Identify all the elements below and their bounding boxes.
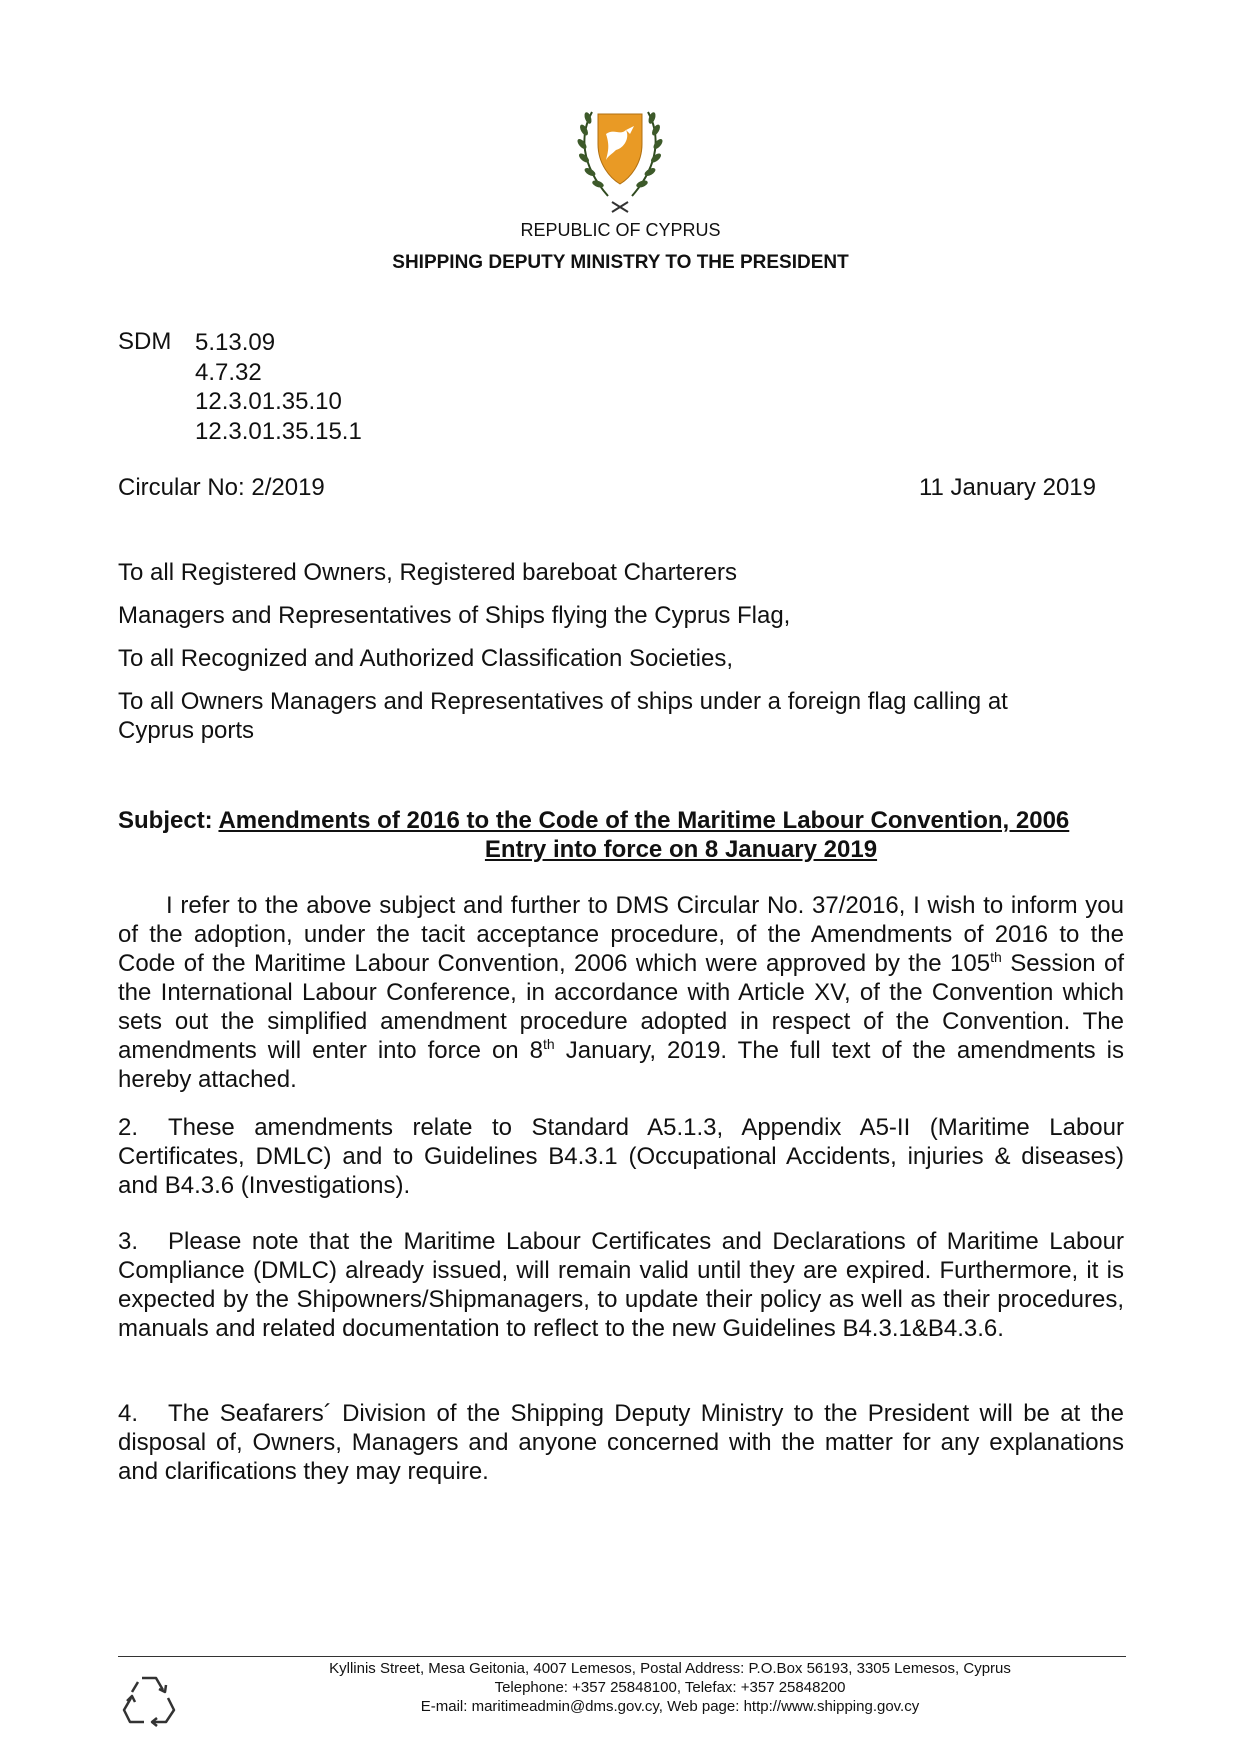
ministry-title: SHIPPING DEPUTY MINISTRY TO THE PRESIDENT	[392, 252, 849, 273]
republic-title: REPUBLIC OF CYPRUS	[520, 220, 721, 240]
circular-date: 11 January 2019	[918, 474, 1096, 501]
paragraph-2-text: These amendments relate to Standard A5.1.3, Appendix A5-II (Maritime Labour Certificates, DMLC) and to Guidelines B4.3.1 (Occupational Accidents, injuries & diseases) and B4.3.6 (Investigations).	[118, 1114, 1124, 1199]
addressee-line: Managers and Representatives of Ships flying the Cyprus Flag,	[118, 602, 791, 629]
sdm-code: 12.3.01.35.15.1	[195, 417, 362, 445]
paragraph-1-text: I refer to the above subject and further to DMS Circular No. 37/2016, I wish to inform you of the adoption, under the tacit acceptance procedure, of the Amendments of 2016 to the Code of the Maritime Labour Convention, 2006 which were approved by the 105	[118, 892, 1124, 977]
paragraph-number: 3.	[118, 1228, 139, 1255]
footer-phone: Telephone: +357 25848100, Telefax: +357 25848200	[494, 1679, 846, 1696]
paragraph-3-text: Please note that the Maritime Labour Certificates and Declarations of Maritime Labour Compliance (DMLC) already issued, will remain valid until they are expired. Furthermore, it is expected by the Shipowners/Shipmanagers, to update their policy as well as their procedures, manuals and related documentation to reflect to the new Guidelines B4.3.1&B4.3.6.	[118, 1228, 1124, 1342]
circular-number: Circular No: 2/2019	[118, 474, 325, 501]
addressee-line: To all Registered Owners, Registered bareboat Charterers	[118, 559, 737, 586]
paragraph-1-text: January, 2019. The full text of the amendments is hereby attached.	[118, 1037, 1124, 1093]
sdm-code: 12.3.01.35.10	[195, 388, 342, 415]
paragraph-number: 2.	[118, 1114, 139, 1141]
ordinal-suffix: th	[543, 1036, 555, 1052]
subject-line-2: Entry into force on 8 January 2019	[484, 836, 878, 863]
recycle-icon	[118, 1668, 180, 1730]
sdm-code-list	[195, 328, 362, 446]
paragraph-1	[118, 891, 1124, 1094]
paragraph-4	[118, 1399, 1124, 1486]
footer-address: Kyllinis Street, Mesa Geitonia, 4007 Lemesos, Postal Address: P.O.Box 56193, 3305 Lemesos, Cyprus	[329, 1660, 1011, 1677]
addressee-line: To all Owners Managers and Representatives of ships under a foreign flag calling at Cyprus ports	[118, 688, 1008, 744]
sdm-code: 4.7.32	[195, 358, 262, 386]
footer-divider	[118, 1656, 1126, 1657]
paragraph-3	[118, 1227, 1124, 1343]
addressee-line: To all Recognized and Authorized Classification Societies,	[118, 645, 734, 672]
subject-label: Subject:	[118, 807, 213, 834]
sdm-code: 5.13.09	[195, 329, 276, 356]
paragraph-number: 4.	[118, 1400, 139, 1427]
subject-line-1: Amendments of 2016 to the Code of the Maritime Labour Convention, 2006	[218, 807, 1070, 834]
ordinal-suffix: th	[990, 949, 1002, 965]
paragraph-1-text: Session of the International Labour Conference, in accordance with Article XV, of the Convention which sets out the simplified amendment procedure adopted in respect of the Convention. The amendments will enter into force on 8	[118, 950, 1124, 1064]
sdm-label: SDM	[118, 328, 172, 355]
paragraph-2	[118, 1113, 1124, 1200]
cyprus-coat-of-arms-icon	[560, 104, 680, 216]
footer-contact: E-mail: maritimeadmin@dms.gov.cy, Web page: http://www.shipping.gov.cy	[420, 1698, 920, 1715]
paragraph-4-text: The Seafarers´ Division of the Shipping Deputy Ministry to the President will be at the disposal of, Owners, Managers and anyone concerned with the matter for any explanations and clarifications they may require.	[118, 1400, 1124, 1485]
subject-block	[118, 806, 1124, 864]
